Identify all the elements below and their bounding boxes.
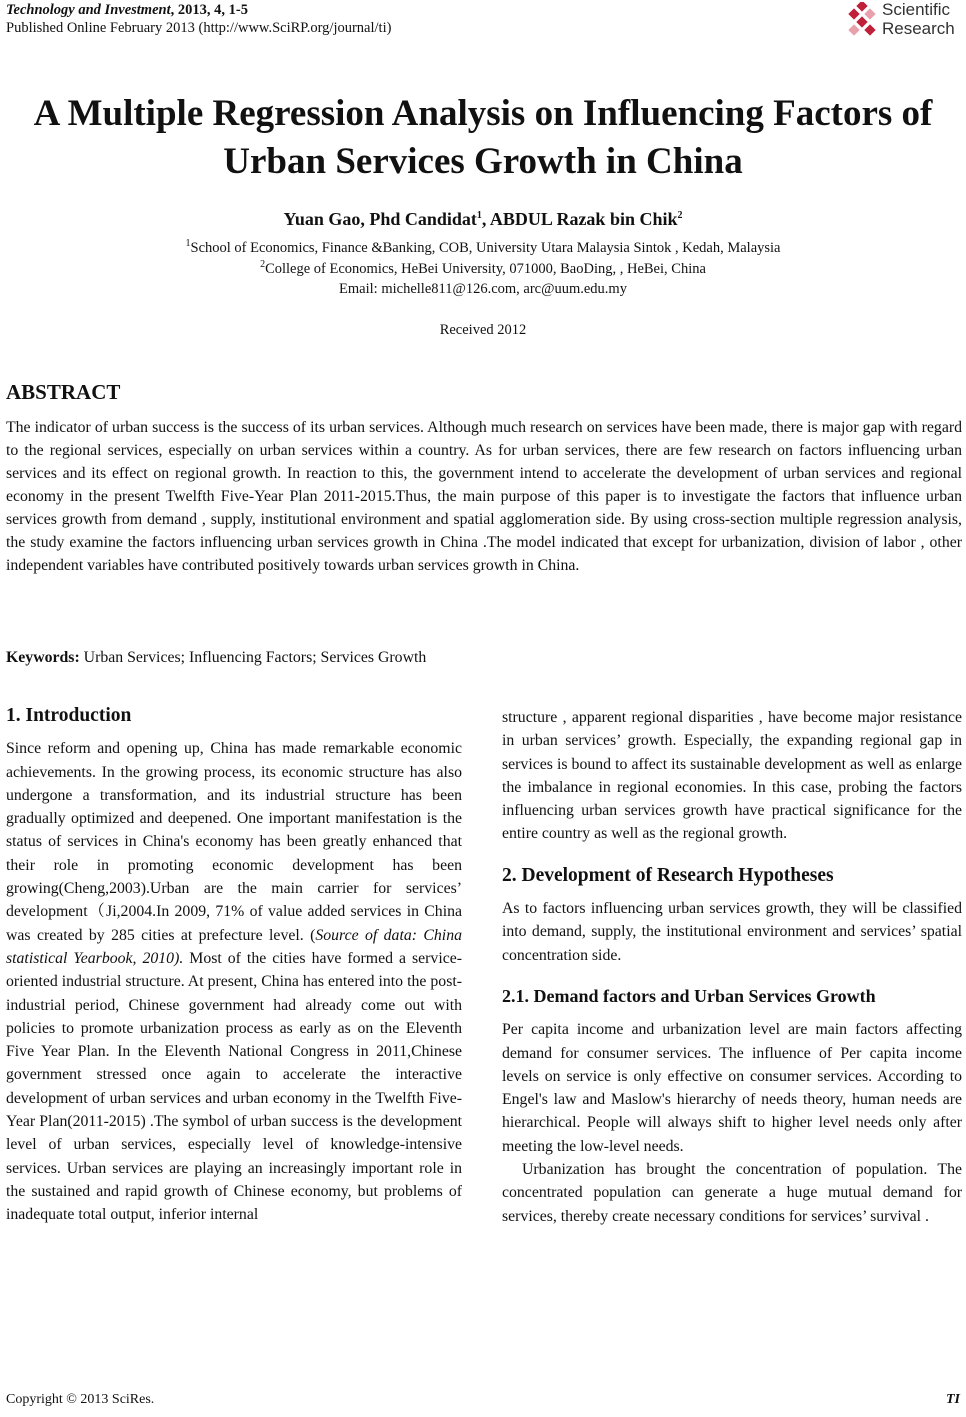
logo-line2: Research	[882, 19, 955, 38]
title-line1: A Multiple Regression Analysis on Influencing Factors of	[33, 93, 933, 134]
journal-code: TI	[946, 1392, 960, 1407]
logo-line1: Scientific	[882, 0, 951, 19]
keywords-label: Keywords:	[6, 649, 80, 666]
author-2-sup: 2	[677, 210, 683, 221]
section-1-heading: 1. Introduction	[6, 705, 132, 726]
keywords-text: Urban Services; Influencing Factors; Services Growth	[79, 649, 427, 666]
author-1: Yuan Gao, Phd Candidat	[283, 209, 477, 229]
section-2-text: As to factors influencing urban services growth, they will be classified into demand, supply, the institutional environment and services’ spatial concentration side.	[502, 900, 962, 964]
abstract-heading: ABSTRACT	[6, 380, 121, 404]
received-date: Received 2012	[439, 322, 527, 338]
paper-title	[0, 90, 966, 186]
copyright: Copyright © 2013 SciRes.	[6, 1392, 155, 1407]
abstract-text: The indicator of urban success is the success of its urban services. Although much research on services have been made, there is major gap with regard to the regional services, especially on urban services within a country. As for urban services, there are few research on factors influencing urban services and its effect on regional growth. In reaction to this, the government intend to accelerate the development of urban services and regional economy in the present Twelfth Five-Year Plan 2011-2015.Thus, the main purpose of this paper is to investigate the factors that influence urban services growth from demand , supply, institutional environment and spatial agglomeration side. By using cross-section multiple regression analysis, the study examine the factors influencing urban services growth in China .The model indicated that except for urbanization, division of labor , other independent variables have contributed positively towards urban services growth in China.	[6, 419, 962, 574]
aff1-sup: 1	[185, 238, 191, 249]
aff2-sup: 2	[260, 259, 266, 270]
section-2-1-p2: Urbanization has brought the concentration of population. The concentrated population can generate a huge mutual demand for services, thereby create necessary conditions for services’ survival .	[502, 1161, 962, 1225]
aff1-text: School of Economics, Finance &Banking, COB, University Utara Malaysia Sintok , Kedah, Malaysia	[190, 239, 781, 256]
affiliation-1	[0, 238, 966, 257]
author-1-sup: 1	[476, 210, 482, 221]
intro-continued: structure , apparent regional disparities , have become major resistance in urban services’ growth. Especially, the expanding regional gap in services is bound to affect its sustainable development as well as enlarge the imbalance in regional economies. In this case, probing the factors influencing urban services growth have practical significance for the entire country as well as the regional growth.	[502, 709, 962, 843]
author-2: , ABDUL Razak bin Chik	[481, 209, 678, 229]
intro-text-a: Since reform and opening up, China has made remarkable economic achievements. In the growing process, its economic structure has also undergone a transformation, and its industrial structure has been gradually optimized and deepened. One important manifestation is the status of services in China's economy has been greatly enhanced that their role in promoting economic development has been growing(Cheng,2003).Urban are the main carrier for services’ development（Ji,2004.In 2009, 71% of value added services in China was created by 285 cities at prefecture level. (	[6, 740, 462, 944]
aff2-text: College of Economics, HeBei University, 071000, BaoDing, , HeBei, China	[265, 260, 706, 277]
publisher-logo	[844, 0, 966, 40]
section-2-1-p1: Per capita income and urbanization level are main factors affecting demand for consumer services. The influence of Per capita income levels on service is only effective on consumer services. According to Engel's law and Maslow's hierarchy of needs theory, human needs are hierarchical. People will always shift to higher level needs only after meeting the low-level needs.	[502, 1021, 962, 1155]
affiliation-2	[0, 259, 966, 278]
journal-name: Technology and Investment	[6, 2, 171, 18]
right-column	[502, 706, 962, 1228]
authors	[0, 209, 966, 230]
keywords	[6, 649, 426, 667]
email: Email: michelle811@126.com, arc@uum.edu.my	[339, 281, 627, 297]
intro-source-note: Source of data: China statistical Yearbook, 2010).	[6, 926, 462, 967]
logo-icon	[844, 2, 880, 38]
intro-paragraph	[6, 737, 462, 1226]
journal-volume: , 2013, 4, 1-5	[170, 2, 248, 18]
publication-info: Published Online February 2013 (http://www.SciRP.org/journal/ti)	[6, 20, 392, 36]
section-2-heading: 2. Development of Research Hypotheses	[502, 864, 834, 886]
journal-header	[6, 2, 248, 19]
title-line2: Urban Services Growth in China	[223, 141, 743, 182]
left-column	[6, 704, 462, 1227]
intro-text-b: Most of the cities have formed a service-oriented industrial structure. At present, China has entered into the post-industrial period, Chinese government had already come out with policies to promote urbanization process as early as on the Eleventh Five Year Plan. In the Eleventh National Congress in 2011,Chinese government stressed once again to accelerate the interactive development of urban services and urban economy in the Twelfth Five-Year Plan(2011-2015) .The symbol of urban success is the development level of urban services, especially level of knowledge-intensive services. Urban services are playing an increasingly important role in the sustained and rapid growth of Chinese economy, but problems of inadequate total output, inferior internal	[6, 949, 463, 1224]
section-2-1-heading: 2.1. Demand factors and Urban Services Growth	[502, 985, 876, 1006]
